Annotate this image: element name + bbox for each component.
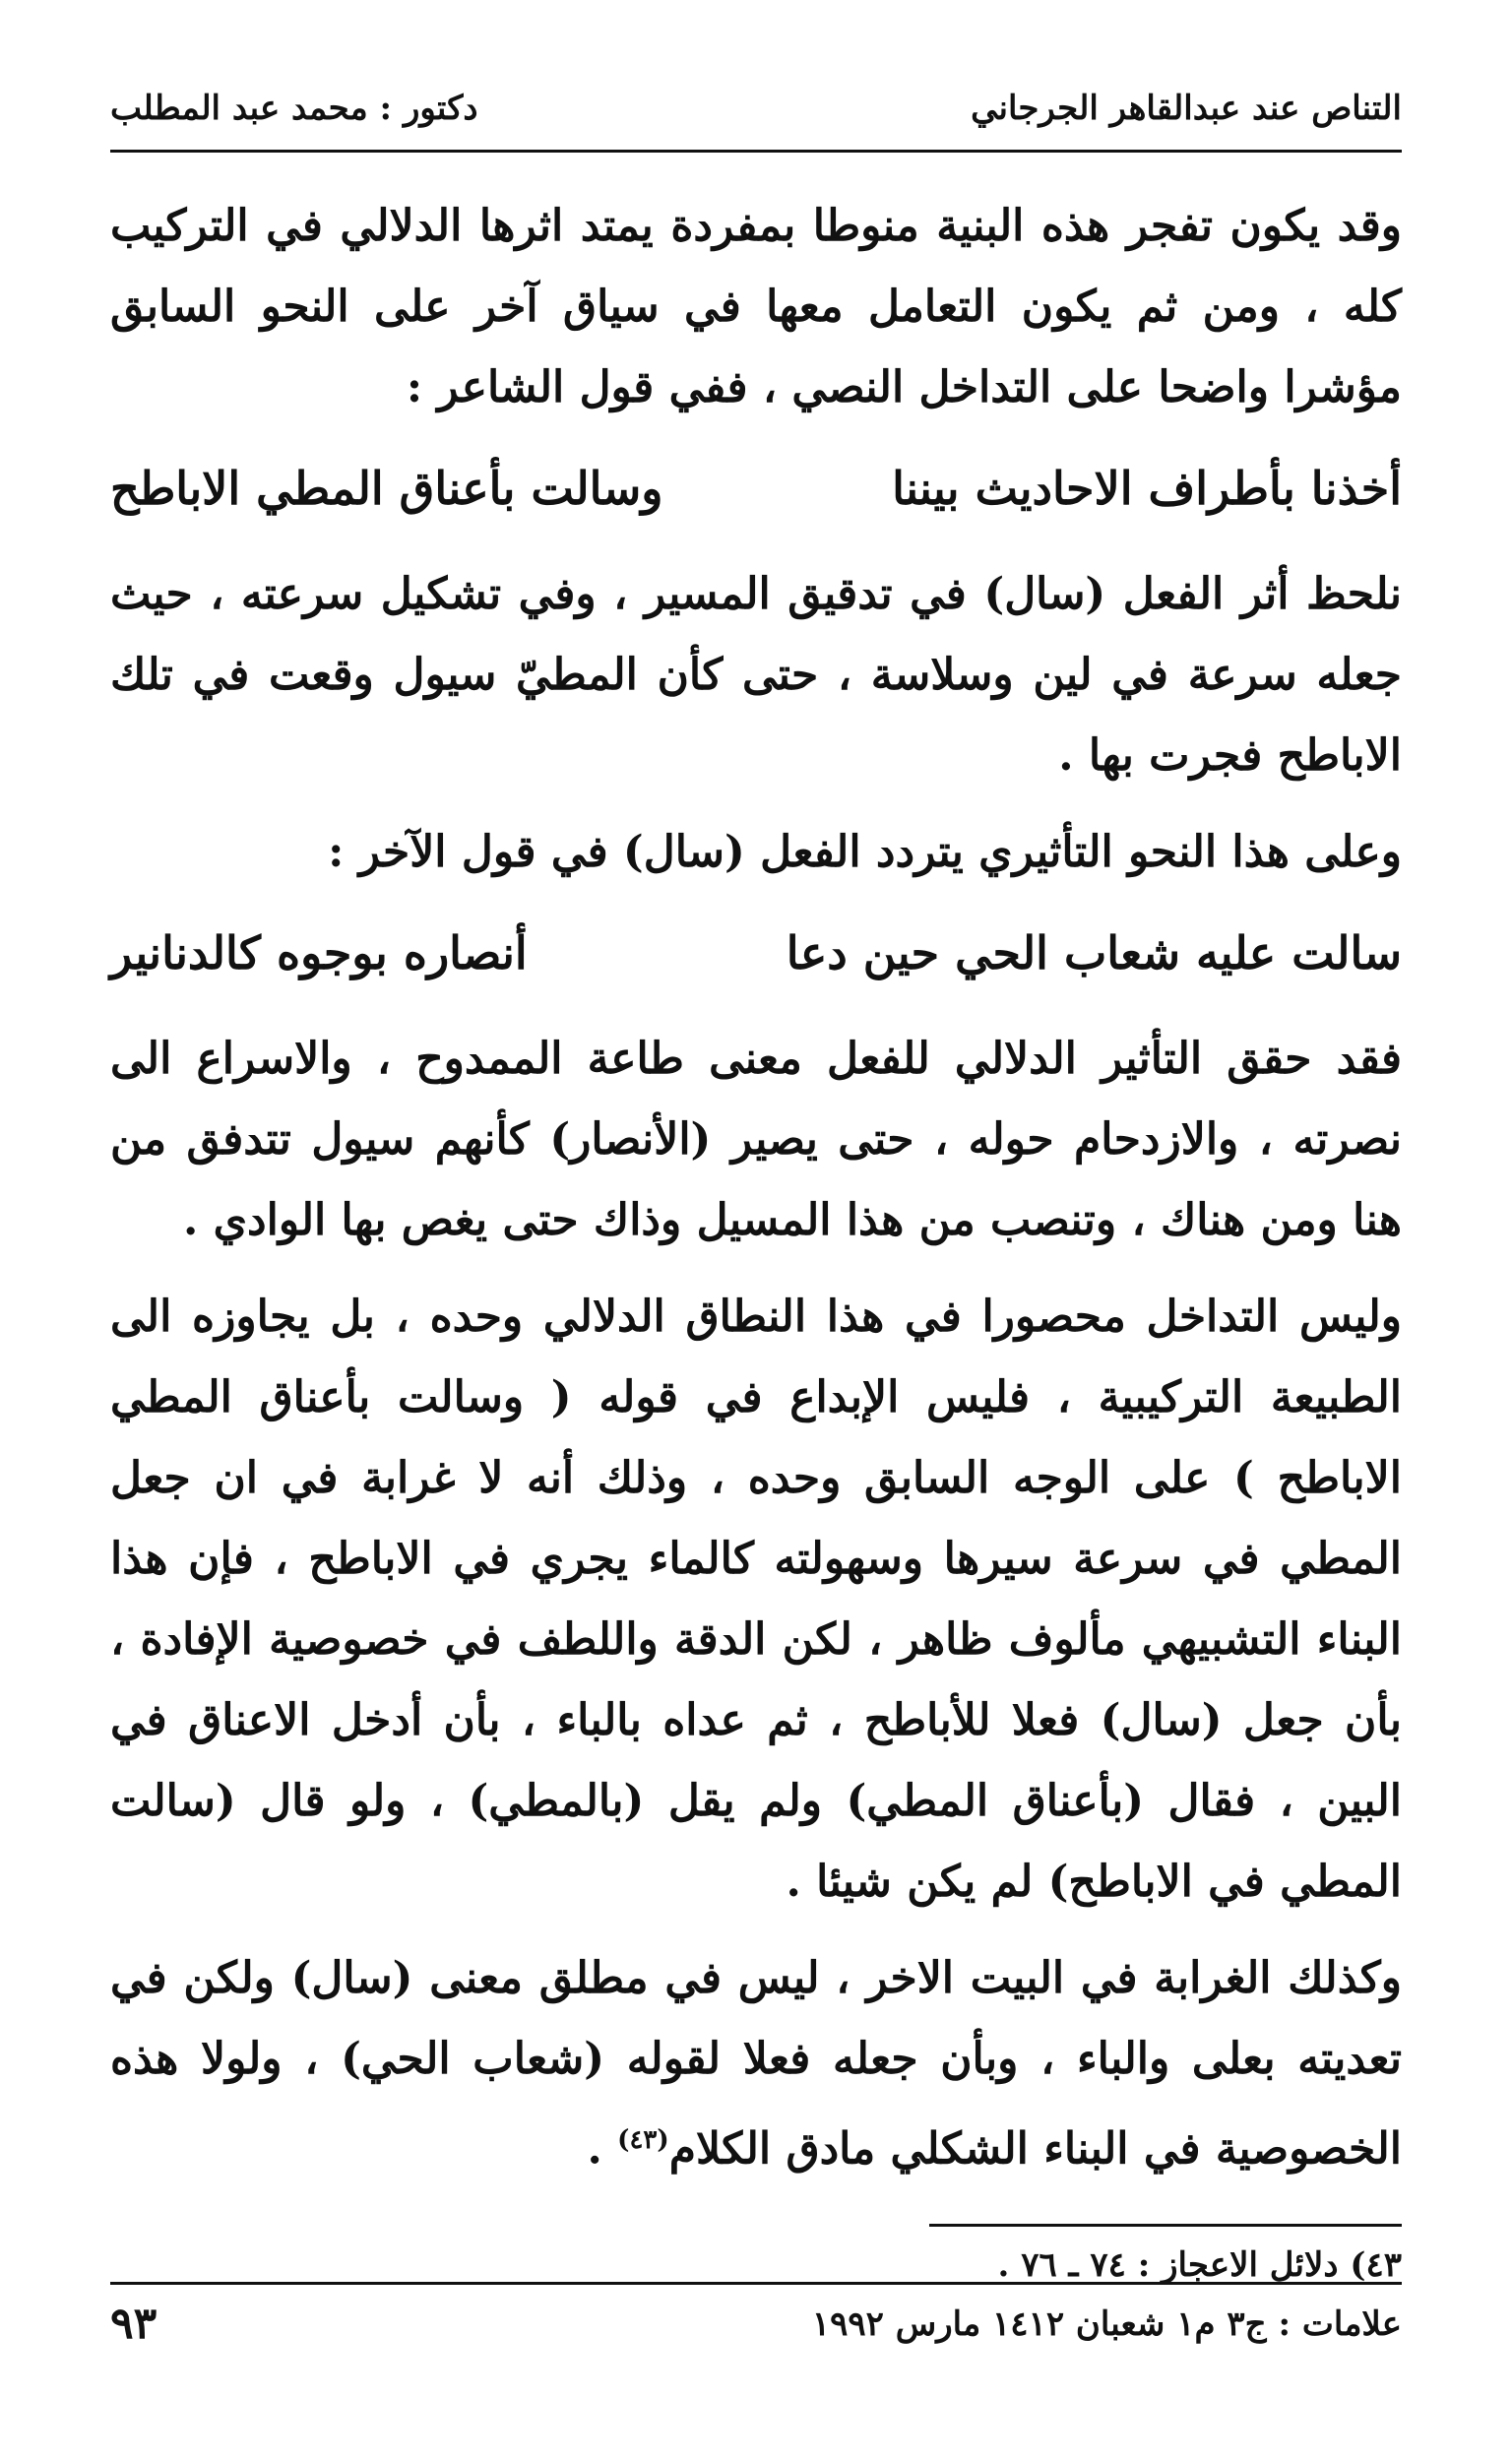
page-number: ٩٣ (110, 2299, 158, 2349)
paragraph-3: وعلى هذا النحو التأثيري يتردد الفعل (سال) في قول الآخر : (328, 827, 1402, 877)
page-footer (110, 2282, 1402, 2349)
verse-1 (110, 444, 1402, 533)
author-name: دكتور : محمد عبد المطلب (110, 89, 478, 128)
paragraph-4: فقد حقق التأثير الدلالي للفعل معنى طاعة الممدوح ، والاسراع الى نصرته ، والازدحام حوله ، حتى يصير (الأنصار) كأنهم سيول تتدفق من هنا ومن هناك ، وتنصب من هذا المسيل وذاك حتى يغص بها الوادي . (110, 1034, 1402, 1245)
verse-2-first-hemistich: سالت عليه شعاب الحي حين دعا (786, 926, 1402, 979)
footnote-reference: (٤٣) (617, 2125, 669, 2155)
verse-1-second-hemistich: وسالت بأعناق المطي الاباطح (110, 462, 663, 515)
paragraph-2: نلحظ أثر الفعل (سال) في تدقيق المسير ، وفي تشكيل سرعته ، حيث جعله سرعة في لين وسلاسة ، حتى كأن المطيّ سيول وقعت في تلك الاباطح فجرت بها . (110, 569, 1402, 781)
paragraph-1: وقد يكون تفجر هذه البنية منوطا بمفردة يمتد اثرها الدلالي في التركيب كله ، ومن ثم يكون التعامل معها في سياق آخر على النحو السابق مؤشرا واضحا على التداخل النصي ، ففي قول الشاعر : (110, 201, 1402, 412)
paragraph-5: وليس التداخل محصورا في هذا النطاق الدلالي وحده ، بل يجاوزه الى الطبيعة التركيبية ، فليس الإبداع في قوله ( وسالت بأعناق المطي الاباطح ) على الوجه السابق وحده ، وذلك أنه لا غرابة في ان جعل المطي في سرعة سيرها وسهولته كالماء يجري في الاباطح ، فإن هذا البناء التشبيهي مألوف ظاهر ، لكن الدقة واللطف في خصوصية الإفادة ، بأن جعل (سال) فعلا للأباطح ، ثم عداه بالباء ، بأن أدخل الاعناق في البين ، فقال (بأعناق المطي) ولم يقل (بالمطي) ، ولو قال (سالت المطي في الاباطح) لم يكن شيئا . (110, 1292, 1403, 1907)
footnote-43: ٤٣) دلائل الاعجاز : ٧٤ ـ ٧٦ . (997, 2244, 1402, 2285)
footnote-divider (929, 2224, 1402, 2227)
verse-1-first-hemistich: أخذنا بأطراف الاحاديث بيننا (892, 462, 1402, 515)
paragraph-6 (110, 1938, 1402, 2190)
article-body (110, 186, 1402, 2190)
paragraph-6-text: وكذلك الغرابة في البيت الاخر ، ليس في مطلق معنى (سال) ولكن في تعديته بعلى والباء ، وبأن جعله فعلا لقوله (شعاب الحي) ، ولولا هذه الخصوصية في البناء الشكلي مادق الكلام (110, 1953, 1402, 2175)
running-header (110, 87, 1402, 153)
verse-2-second-hemistich: أنصاره بوجوه كالدنانير (110, 926, 528, 979)
paragraph-6-end: . (587, 2123, 618, 2175)
journal-citation: علامات : ج٣ م١ شعبان ١٤١٢ مارس ١٩٩٢ (811, 2303, 1402, 2344)
verse-2 (110, 909, 1402, 997)
book-title: التناص عند عبدالقاهر الجرجاني (971, 89, 1402, 128)
